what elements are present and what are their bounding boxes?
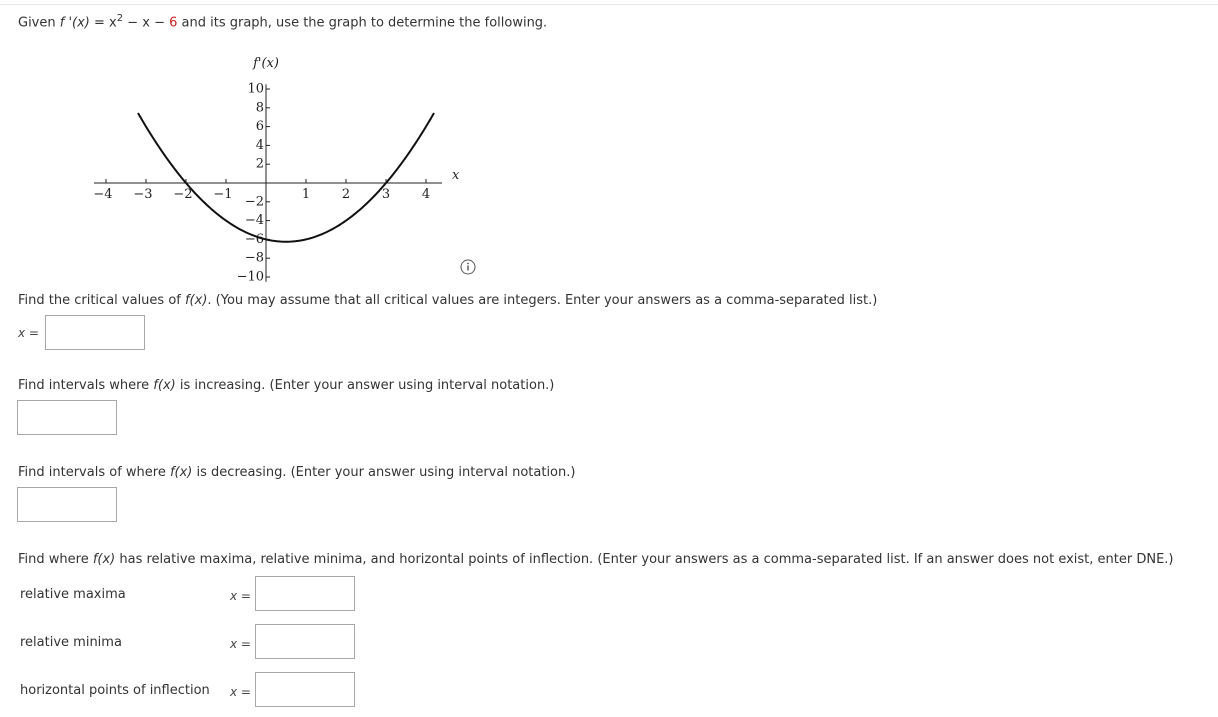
- intro-suffix: and its graph, use the graph to determine the following.: [177, 15, 548, 31]
- eq-mid: − x −: [123, 15, 170, 31]
- horizontal-inflection-label: horizontal points of inflection: [20, 683, 210, 698]
- x-tick-label: 2: [341, 186, 351, 202]
- problem-statement: [18, 13, 547, 30]
- decreasing-prompt-b: is decreasing. (Enter your answer using interval notation.): [192, 465, 576, 480]
- y-tick-label: −2: [244, 194, 264, 210]
- constant-value: 6: [169, 15, 178, 31]
- y-tick-label: 10: [247, 81, 264, 97]
- x-tick-label: 3: [381, 186, 391, 202]
- increasing-prompt-b: is increasing. (Enter your answer using interval notation.): [175, 378, 555, 393]
- increasing-prompt-a: Find intervals where: [18, 378, 154, 393]
- intro-prefix: Given: [18, 15, 60, 31]
- increasing-fx: f(x): [153, 378, 176, 393]
- relative-minima-label: relative minima: [20, 635, 122, 650]
- y-axis-label: f'(x): [253, 56, 279, 71]
- x-tick-label: −2: [173, 186, 193, 202]
- y-tick-label: −6: [244, 231, 264, 247]
- critical-x-label: x =: [18, 326, 39, 340]
- relative-minima-input[interactable]: [255, 624, 355, 659]
- critical-prompt-a: Find the critical values of: [18, 293, 185, 308]
- x-tick-label: 4: [421, 186, 431, 202]
- extrema-prompt-b: has relative maxima, relative minima, and horizontal points of inflection. (Enter your answers as a comma-separated list. If an answer does not exist, enter DNE.): [115, 552, 1174, 567]
- relative-minima-x-label: x =: [230, 637, 251, 651]
- increasing-interval-input[interactable]: [17, 400, 117, 435]
- critical-prompt-b: . (You may assume that all critical values are integers. Enter your answers as a comma-separated list.): [207, 293, 878, 308]
- decreasing-interval-input[interactable]: [17, 487, 117, 522]
- relative-maxima-label: relative maxima: [20, 587, 126, 602]
- x-tick-label: −1: [213, 186, 233, 202]
- info-icon[interactable]: [460, 259, 476, 275]
- decreasing-prompt-a: Find intervals of where: [18, 465, 170, 480]
- y-tick-label: −10: [236, 269, 264, 285]
- exponent: 2: [116, 13, 124, 24]
- decreasing-prompt: [18, 465, 575, 480]
- critical-values-input[interactable]: [45, 315, 145, 350]
- increasing-prompt: [18, 378, 554, 393]
- decreasing-fx: f(x): [169, 465, 193, 480]
- relative-maxima-x-label: x =: [230, 589, 251, 603]
- y-tick-label: 4: [255, 137, 264, 153]
- x-axis-label: x: [452, 168, 460, 183]
- relative-maxima-input[interactable]: [255, 576, 355, 611]
- extrema-fx: f(x): [92, 552, 116, 567]
- extrema-prompt: [18, 552, 1174, 567]
- horizontal-inflection-input[interactable]: [255, 672, 355, 707]
- x-tick-label: −3: [133, 186, 153, 202]
- y-tick-label: −4: [244, 213, 264, 229]
- eq-start: = x: [89, 15, 117, 31]
- y-tick-label: 8: [255, 100, 264, 116]
- fprime-label: f '(x): [59, 15, 90, 31]
- y-tick-label: 6: [255, 119, 264, 135]
- y-tick-label: 2: [255, 156, 264, 172]
- horizontal-inflection-x-label: x =: [230, 685, 251, 699]
- fprime-curve: [138, 113, 434, 242]
- x-tick-label: −4: [93, 186, 113, 202]
- extrema-prompt-a: Find where: [18, 552, 93, 567]
- top-divider: [0, 4, 1218, 5]
- y-tick-label: −8: [244, 250, 264, 266]
- critical-fx: f(x): [184, 293, 208, 308]
- derivative-graph: [86, 36, 466, 285]
- x-tick-label: 1: [301, 186, 311, 202]
- critical-prompt: [18, 293, 877, 308]
